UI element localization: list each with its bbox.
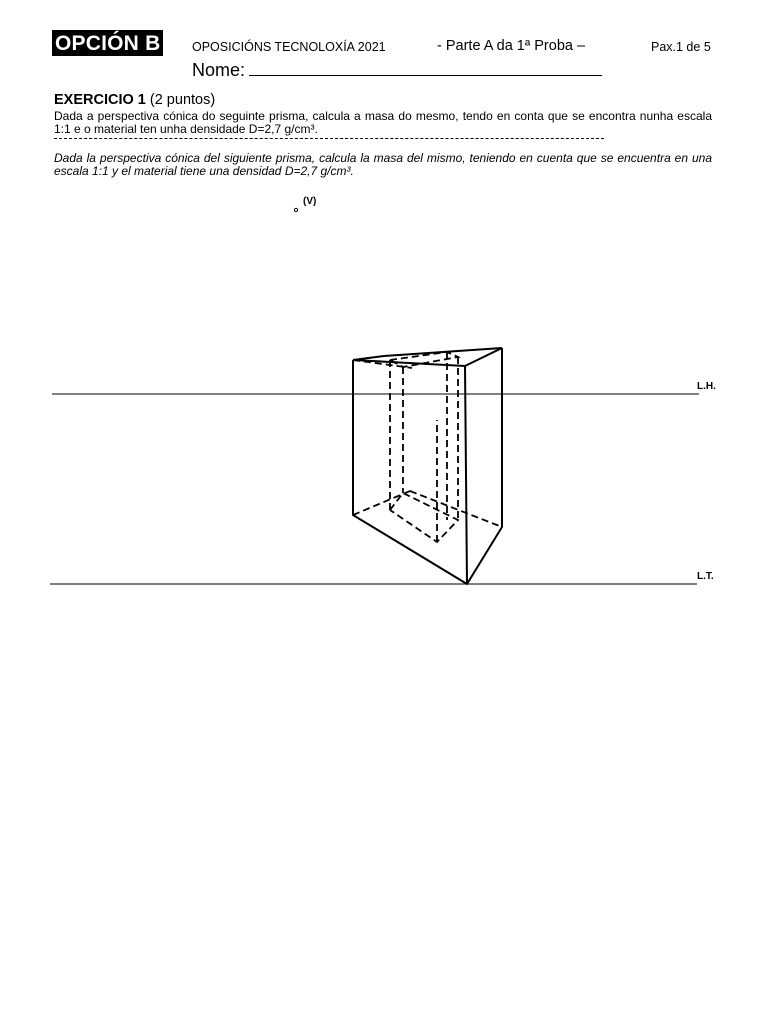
- name-underline[interactable]: [249, 59, 602, 76]
- prism-perspective-drawing: [0, 190, 768, 600]
- option-badge: OPCIÓN B: [52, 30, 163, 56]
- horizon-line-label: L.H.: [697, 381, 716, 392]
- language-separator: [54, 138, 604, 139]
- page-number: Pax.1 de 5: [651, 40, 711, 54]
- outer-prism: [353, 348, 502, 584]
- viewpoint-dot: [294, 208, 297, 211]
- name-label: Nome:: [192, 60, 246, 80]
- statement-galician: Dada a perspectiva cónica do seguinte prisma, calcula a masa do mesmo, tendo en conta que se encontra nunha escala 1:1 e o material ten unha densidade D=2,7 g/cm³.: [54, 109, 712, 136]
- exercise-title: EXERCICIO 1: [54, 92, 146, 108]
- exercise-points: (2 puntos): [149, 92, 216, 108]
- name-field[interactable]: [192, 59, 602, 81]
- ground-line-label: L.T.: [697, 571, 714, 582]
- exercise-heading: [54, 91, 215, 109]
- exam-part: - Parte A da 1ª Proba –: [437, 38, 586, 54]
- viewpoint-label: (V): [303, 196, 317, 207]
- exam-title: OPOSICIÓNS TECNOLOXÍA 2021: [192, 40, 386, 54]
- statement-spanish: Dada la perspectiva cónica del siguiente prisma, calcula la masa del mismo, teniendo en cuenta que se encuentra en una escala 1:1 y el material tiene una densidad D=2,7 g/cm³.: [54, 151, 712, 178]
- hidden-edges: [353, 352, 502, 542]
